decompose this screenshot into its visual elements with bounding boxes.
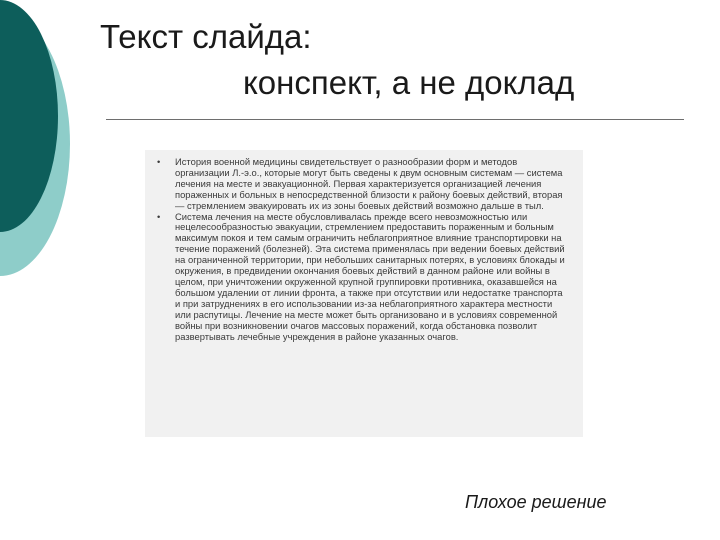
bullet-paragraph xyxy=(157,212,567,343)
title-divider xyxy=(106,119,684,120)
decorative-circles xyxy=(0,0,90,540)
text-image-block xyxy=(145,150,583,437)
bullet-marker: • xyxy=(157,210,161,222)
slide-caption: Плохое решение xyxy=(465,492,607,512)
paragraph-text: История военной медицины свидетельствует о разнообразии форм и методов организации Л.-э.о., которые могут быть сведены к двум основным системам — система лечения на месте и эвакуационной. Первая характеризуется организацией лечения пораженных и больных в непосредственной близости к району боевых действий, вторая — стремлением эвакуировать их из зоны боевых действий возможно дальше в тыл. xyxy=(175,156,563,211)
bullet-marker: • xyxy=(157,156,161,167)
bullet-paragraph xyxy=(157,157,567,212)
paragraph-text: Система лечения на месте обусловливалась прежде всего невозможностью или нецелесообразностью эвакуации, стремлением предоставить пораженным и больным максимум покоя и тем самым ограничить неблагоприятное влияние транспортировки на течение поражений (болезней). Эта система применялась при ведении боевых действий на ограниченной территории, при небольших санитарных потерях, в условиях блокады и окружения, в предвидении окончания боевых действий в данном районе или войны в целом, при уничтожении окруженной крупной группировки противника, оказавшейся на большом удалении от линии фронта, а также при отсутствии или недостатке транспорта и при затруднениях в его использовании из-за неблагоприятного характера местности или распутицы. Лечение на месте может быть организовано и в условиях современной войны при возникновении очагов массовых поражений, когда обстановка позволит развертывать лечебные учреждения в районе указанных очагов. xyxy=(175,210,565,342)
slide-title-line2: конспект, а не доклад xyxy=(243,64,575,101)
slide-title-line1: Текст слайда: xyxy=(100,18,312,55)
